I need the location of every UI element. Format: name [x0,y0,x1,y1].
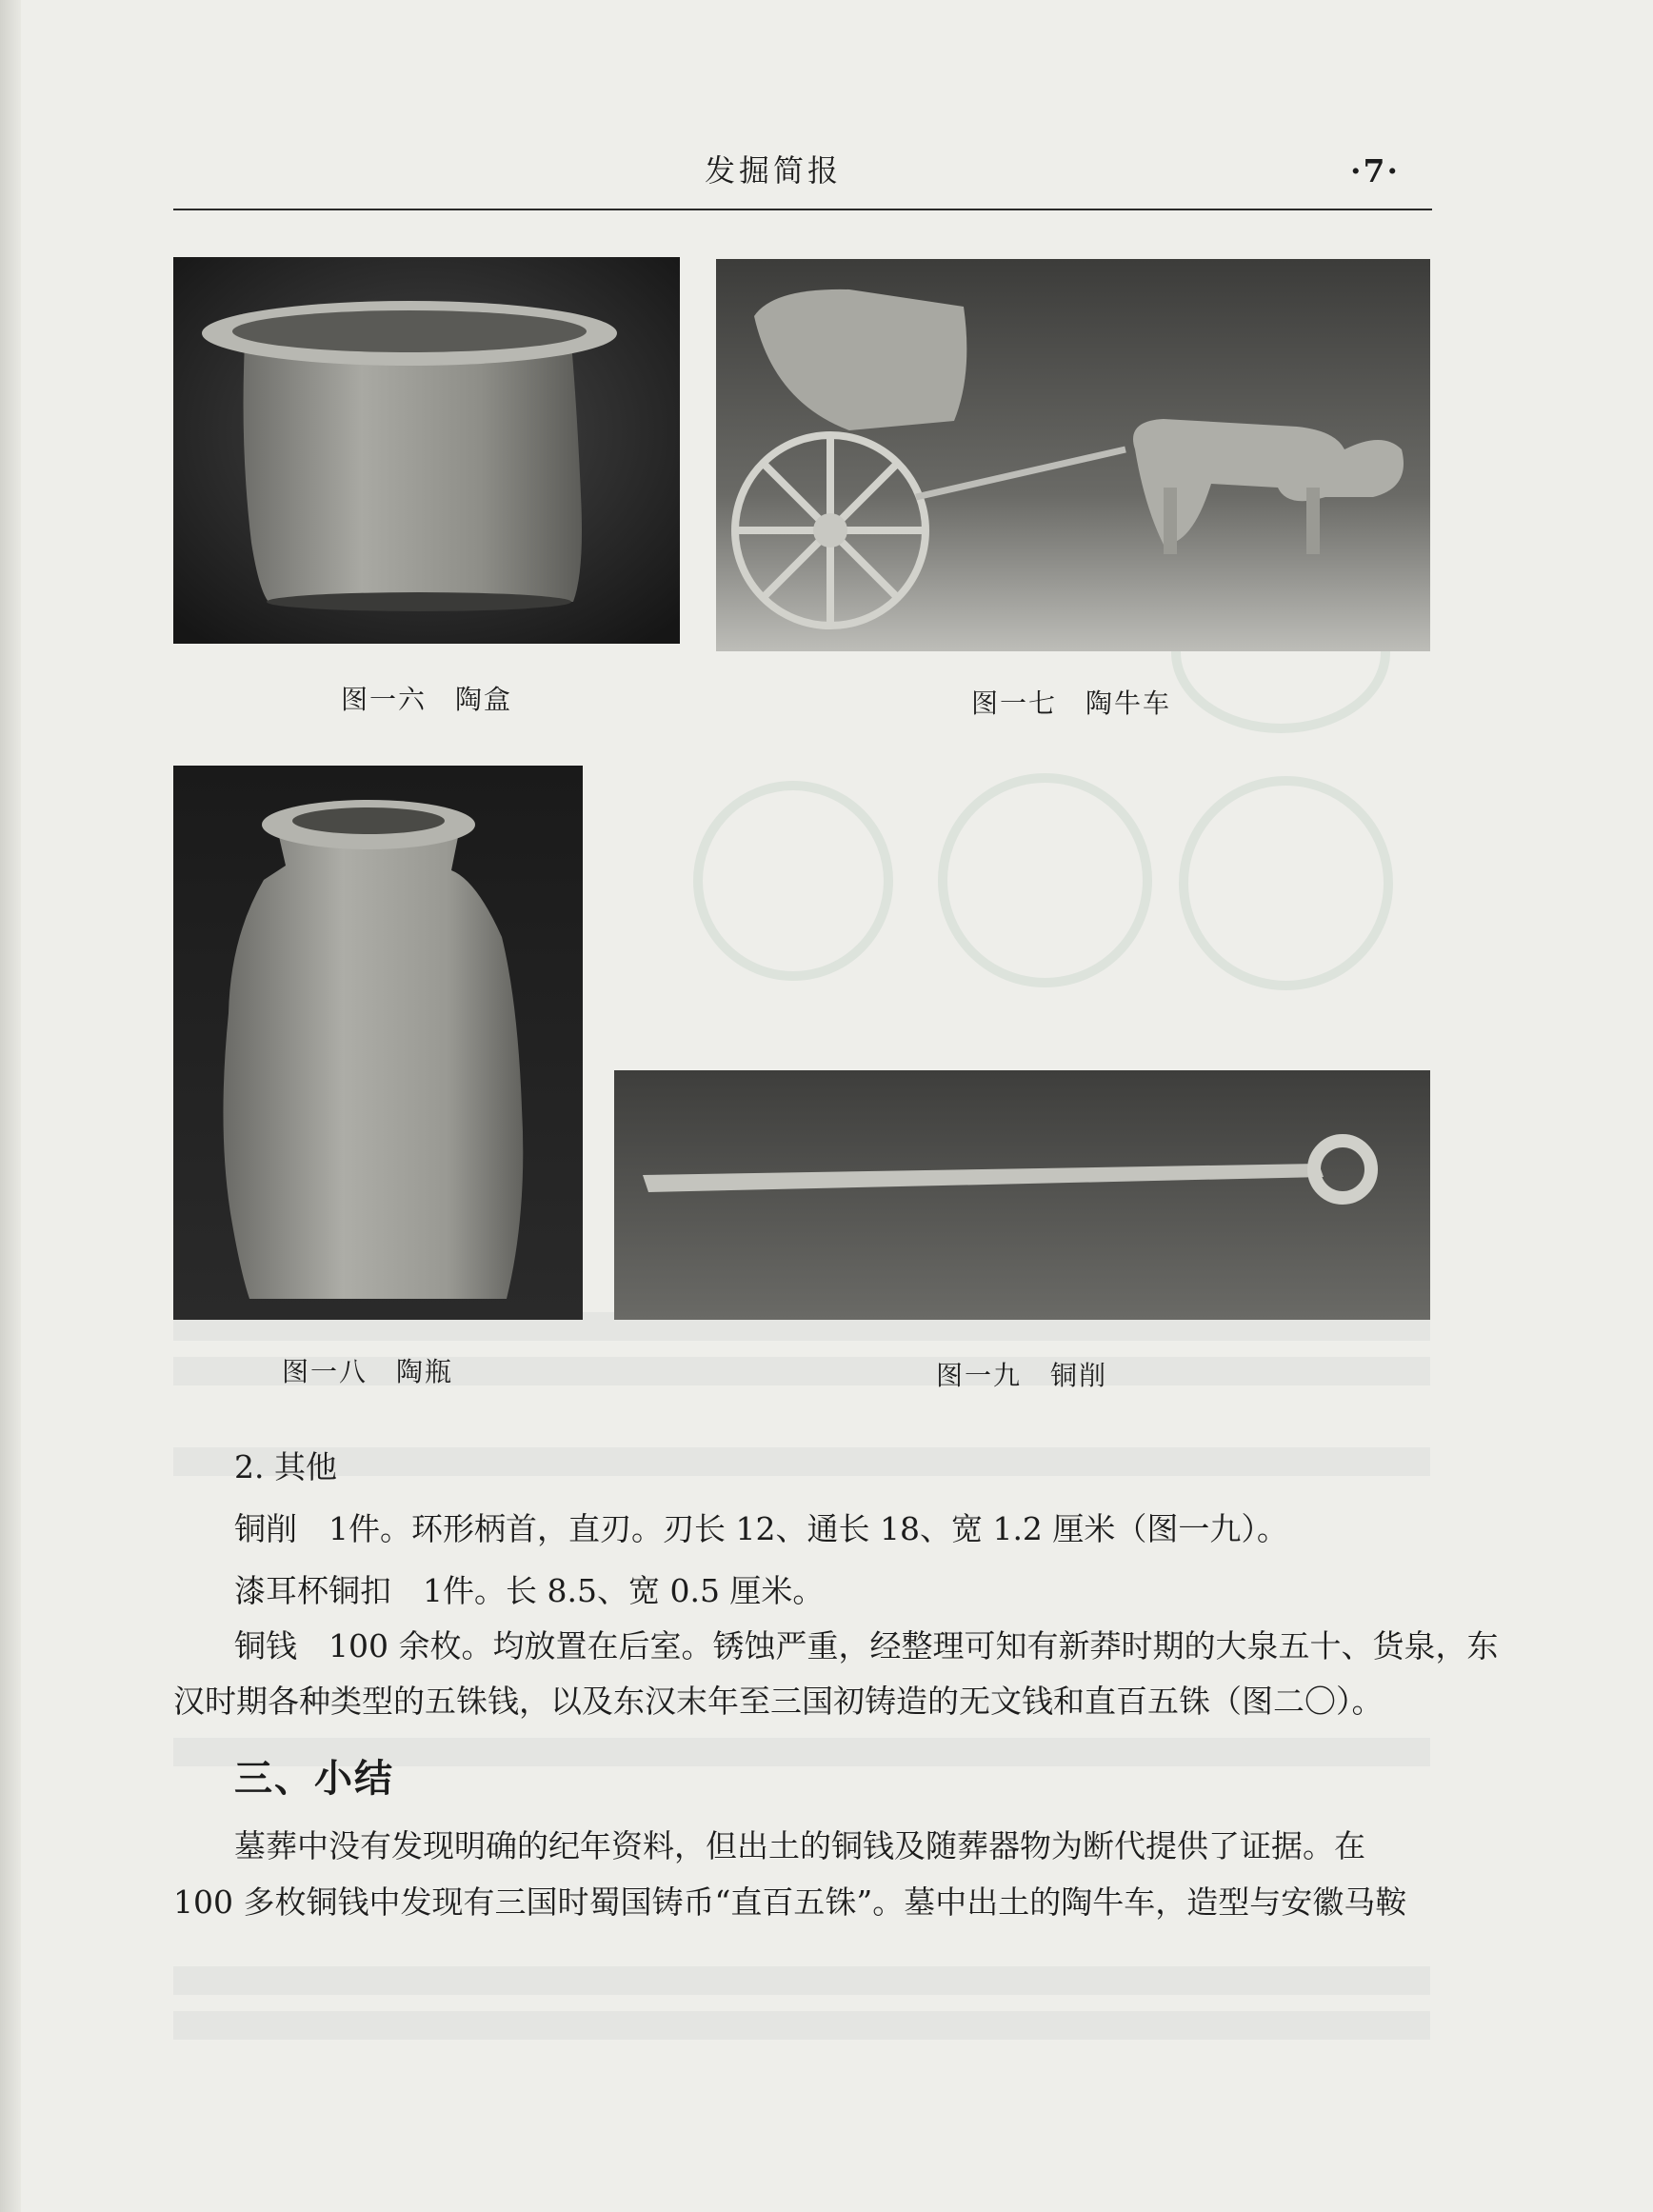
header-rule [173,209,1432,210]
page-edge [0,0,21,2212]
figure-caption: 图一七 陶牛车 [971,688,1172,719]
bleed-through-text [173,1447,1430,1476]
photo-bronze-knife [614,1070,1430,1320]
bleed-through-coin [693,781,893,981]
paragraph-line: 汉时期各种类型的五铢钱，以及东汉末年至三国初铸造的无文钱和直百五铢（图二〇）。 [173,1683,1384,1720]
page-number: ·7· [1350,152,1400,189]
bleed-through-text [173,1966,1430,1995]
bleed-through-coin [938,773,1152,987]
paragraph-line: 铜钱 100 余枚。均放置在后室。锈蚀严重，经整理可知有新莽时期的大泉五十、货泉，东 [234,1627,1499,1664]
figure-caption: 图一六 陶盒 [341,684,513,715]
bleed-through-coin [1179,776,1393,990]
figure-caption: 图一八 陶瓶 [282,1356,454,1387]
photo-pottery-ox-cart [716,259,1430,651]
subsection-heading: 2. 其他 [234,1448,337,1485]
paragraph-line: 墓葬中没有发现明确的纪年资料，但出土的铜钱及随葬器物为断代提供了证据。在 [234,1827,1365,1864]
figure-caption: 图一九 铜削 [936,1360,1108,1391]
paragraph-line: 漆耳杯铜扣 1件。长 8.5、宽 0.5 厘米。 [234,1572,825,1609]
section-heading: 三、小结 [234,1756,394,1801]
running-title: 发掘简报 [705,152,843,189]
bleed-through-text [173,2011,1430,2040]
paragraph-line: 100 多枚铜钱中发现有三国时蜀国铸币“直百五铢”。墓中出土的陶牛车，造型与安徽马鞍 [173,1883,1407,1921]
paragraph-line: 铜削 1件。环形柄首，直刃。刃长 12、通长 18、宽 1.2 厘米（图一九）。 [234,1510,1288,1547]
photo-pottery-bottle [173,766,583,1320]
photo-pottery-box [173,257,680,644]
